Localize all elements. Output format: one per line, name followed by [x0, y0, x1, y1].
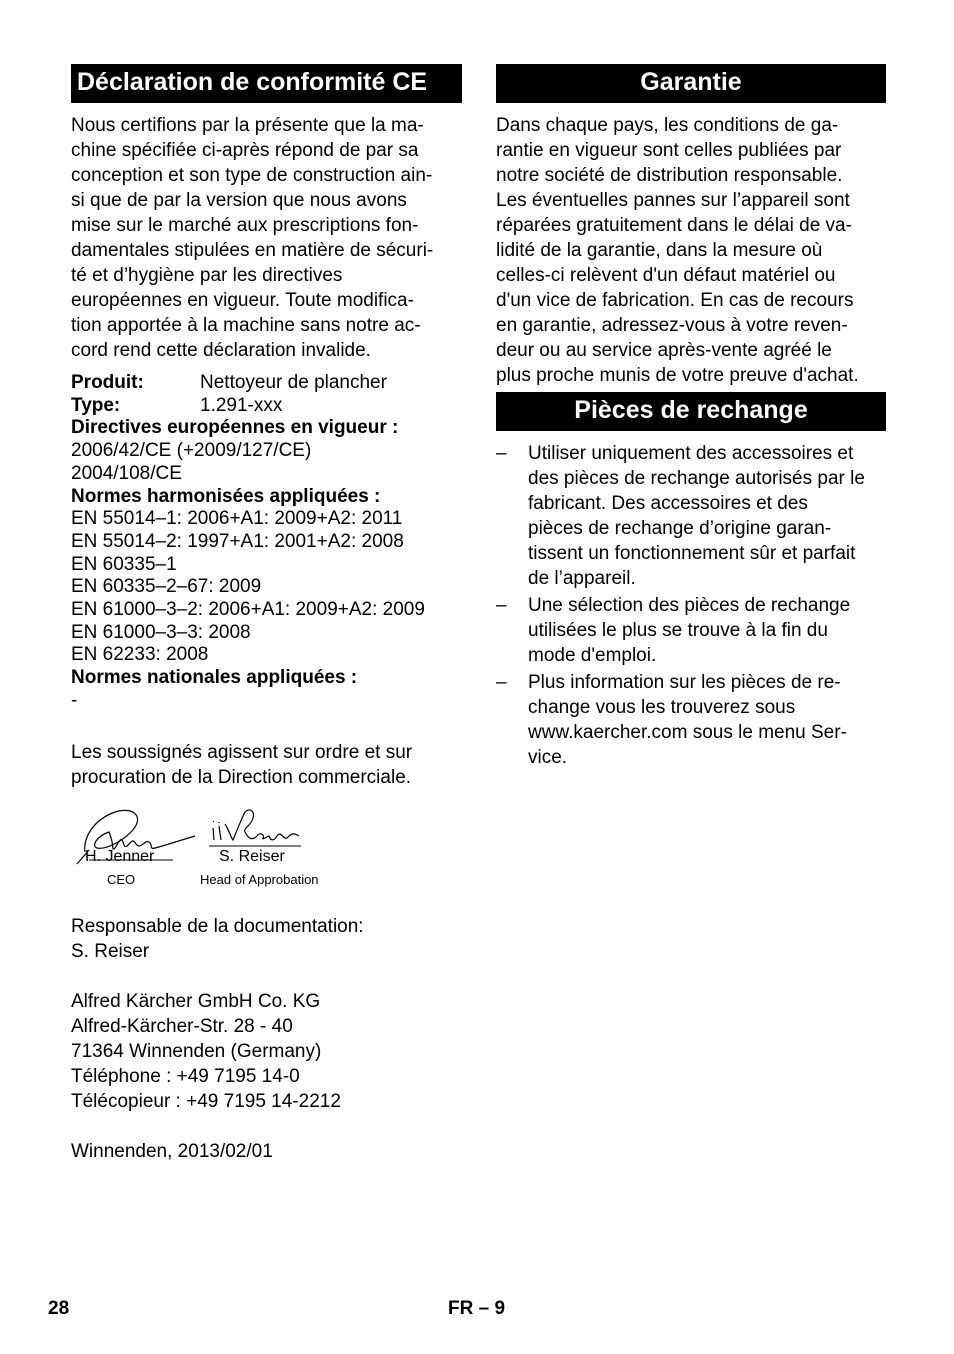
reiser-signature: [209, 806, 303, 852]
product-label: Produit:: [71, 372, 144, 393]
item-line: de l’appareil.: [528, 568, 636, 589]
intro-line: damentales stipulées en matière de sécuri-: [71, 240, 434, 261]
address-line: Alfred Kärcher GmbH Co. KG: [71, 990, 321, 1012]
harmonized-item: EN 55014–2: 1997+A1: 2001+A2: 2008: [71, 530, 404, 552]
item-line: utilisées le plus se trouve à la fin du: [528, 620, 828, 641]
company-address: [71, 989, 462, 1114]
signature-block: [71, 802, 462, 907]
harmonized-label: Normes harmonisées appliquées :: [71, 485, 381, 507]
declaration-intro: [71, 113, 462, 363]
signatories-line: Les soussignés agissent sur ordre et sur: [71, 741, 413, 763]
harmonized-item: EN 61000–3–3: 2008: [71, 621, 251, 643]
intro-line: cord rend cette déclaration invalide.: [71, 340, 371, 361]
item-line: mode d'emploi.: [528, 645, 657, 666]
harmonized-item: EN 55014–1: 2006+A1: 2009+A2: 2011: [71, 508, 403, 530]
pieces-list: [496, 441, 886, 770]
intro-line: tion apportée à la machine sans notre ac-: [71, 315, 421, 336]
intro-line: té et d’hygiène par les directives: [71, 265, 343, 286]
signatories-line: procuration de la Direction commerciale.: [71, 766, 412, 788]
declaration-heading: Déclaration de conformité CE: [71, 64, 462, 103]
pieces-heading: Pièces de rechange: [496, 392, 886, 431]
item-line: Plus information sur les pièces de re-: [528, 672, 841, 693]
item-line: tissent un fonctionnement sûr et parfait: [528, 543, 856, 564]
garantie-line: lidité de la garantie, dans la mesure où: [496, 240, 823, 261]
garantie-line: celles-ci relèvent d'un défaut matériel ou: [496, 265, 836, 286]
garantie-text: [496, 113, 886, 388]
harmonized-item: EN 61000–3–2: 2006+A1: 2009+A2: 2009: [71, 599, 425, 621]
product-row: [71, 372, 462, 395]
signer1-name: H. Jenner: [85, 847, 155, 865]
doc-resp-line: Responsable de la documentation:: [71, 915, 364, 937]
page-number: 28: [48, 1298, 70, 1319]
intro-line: Nous certifions par la présente que la ma-: [71, 115, 424, 136]
garantie-line: Dans chaque pays, les conditions de ga-: [496, 115, 839, 136]
harmonized-item: EN 60335–1: [71, 553, 177, 575]
garantie-line: rantie en vigueur sont celles publiées par: [496, 140, 842, 161]
directive-item: 2004/108/CE: [71, 462, 182, 484]
intro-line: chine spécifiée ci-après répond de par sa: [71, 140, 419, 161]
type-label: Type:: [71, 394, 121, 416]
item-line: change vous les trouverez sous: [528, 697, 796, 718]
intro-line: conception et son type de construction ain-: [71, 165, 433, 186]
item-line: fabricant. Des accessoires et des: [528, 493, 808, 514]
item-line: www.kaercher.com sous le menu Ser-: [528, 722, 847, 743]
doc-resp-line: S. Reiser: [71, 940, 150, 962]
list-item: [496, 670, 886, 770]
list-item: [496, 441, 886, 591]
intro-line: européennes en vigueur. Toute modifica-: [71, 290, 414, 311]
garantie-line: deur ou au service après-vente agréé le: [496, 340, 832, 361]
address-line: Alfred-Kärcher-Str. 28 - 40: [71, 1015, 293, 1037]
list-item: [496, 593, 886, 668]
signer1-role: CEO: [107, 871, 136, 887]
intro-line: si que de par la version que nous avons: [71, 190, 407, 211]
type-value: 1.291-xxx: [200, 394, 283, 416]
item-line: pièces de rechange d’origine garan-: [528, 518, 832, 539]
place-date: [71, 1139, 462, 1164]
garantie-line: Les éventuelles pannes sur l’appareil sont: [496, 190, 850, 211]
bullet-dash: –: [496, 595, 507, 616]
signer2-role: Head of Approbation: [200, 871, 319, 887]
bullet-dash: –: [496, 443, 507, 464]
product-info: [71, 372, 462, 713]
national-label: Normes nationales appliquées :: [71, 667, 358, 689]
item-line: vice.: [528, 747, 568, 768]
harmonized-item: EN 60335–2–67: 2009: [71, 576, 262, 598]
garantie-heading: Garantie: [496, 64, 886, 103]
harmonized-item: EN 62233: 2008: [71, 644, 209, 666]
type-row: [71, 395, 462, 418]
signer2-name: S. Reiser: [219, 847, 285, 865]
left-column: [71, 64, 462, 1164]
garantie-line: réparées gratuitement dans le délai de va-: [496, 215, 852, 236]
item-line: Une sélection des pièces de rechange: [528, 595, 851, 616]
intro-line: mise sur le marché aux prescriptions fon-: [71, 215, 419, 236]
directives-label: Directives européennes en vigueur :: [71, 417, 399, 439]
garantie-line: en garantie, adressez-vous à votre reven-: [496, 315, 848, 336]
address-line: Télécopieur : +49 7195 14-2212: [71, 1090, 341, 1112]
item-line: des pièces de rechange autorisés par le: [528, 468, 865, 489]
bullet-dash: –: [496, 672, 507, 693]
product-value: Nettoyeur de plancher: [200, 372, 387, 393]
directive-item: 2006/42/CE (+2009/127/CE): [71, 440, 312, 462]
address-line: Téléphone : +49 7195 14-0: [71, 1065, 300, 1087]
garantie-line: d'un vice de fabrication. En cas de recours: [496, 290, 854, 311]
garantie-line: plus proche munis de votre preuve d'achat.: [496, 365, 859, 386]
address-line: 71364 Winnenden (Germany): [71, 1040, 322, 1062]
place-date-line: Winnenden, 2013/02/01: [71, 1140, 273, 1162]
item-line: Utiliser uniquement des accessoires et: [528, 443, 854, 464]
garantie-line: notre société de distribution responsable.: [496, 165, 843, 186]
right-column: [496, 64, 886, 772]
section-page: FR – 9: [448, 1298, 506, 1319]
documentation-responsible: [71, 914, 462, 964]
signatories-text: [71, 740, 462, 790]
national-value: -: [71, 689, 78, 711]
